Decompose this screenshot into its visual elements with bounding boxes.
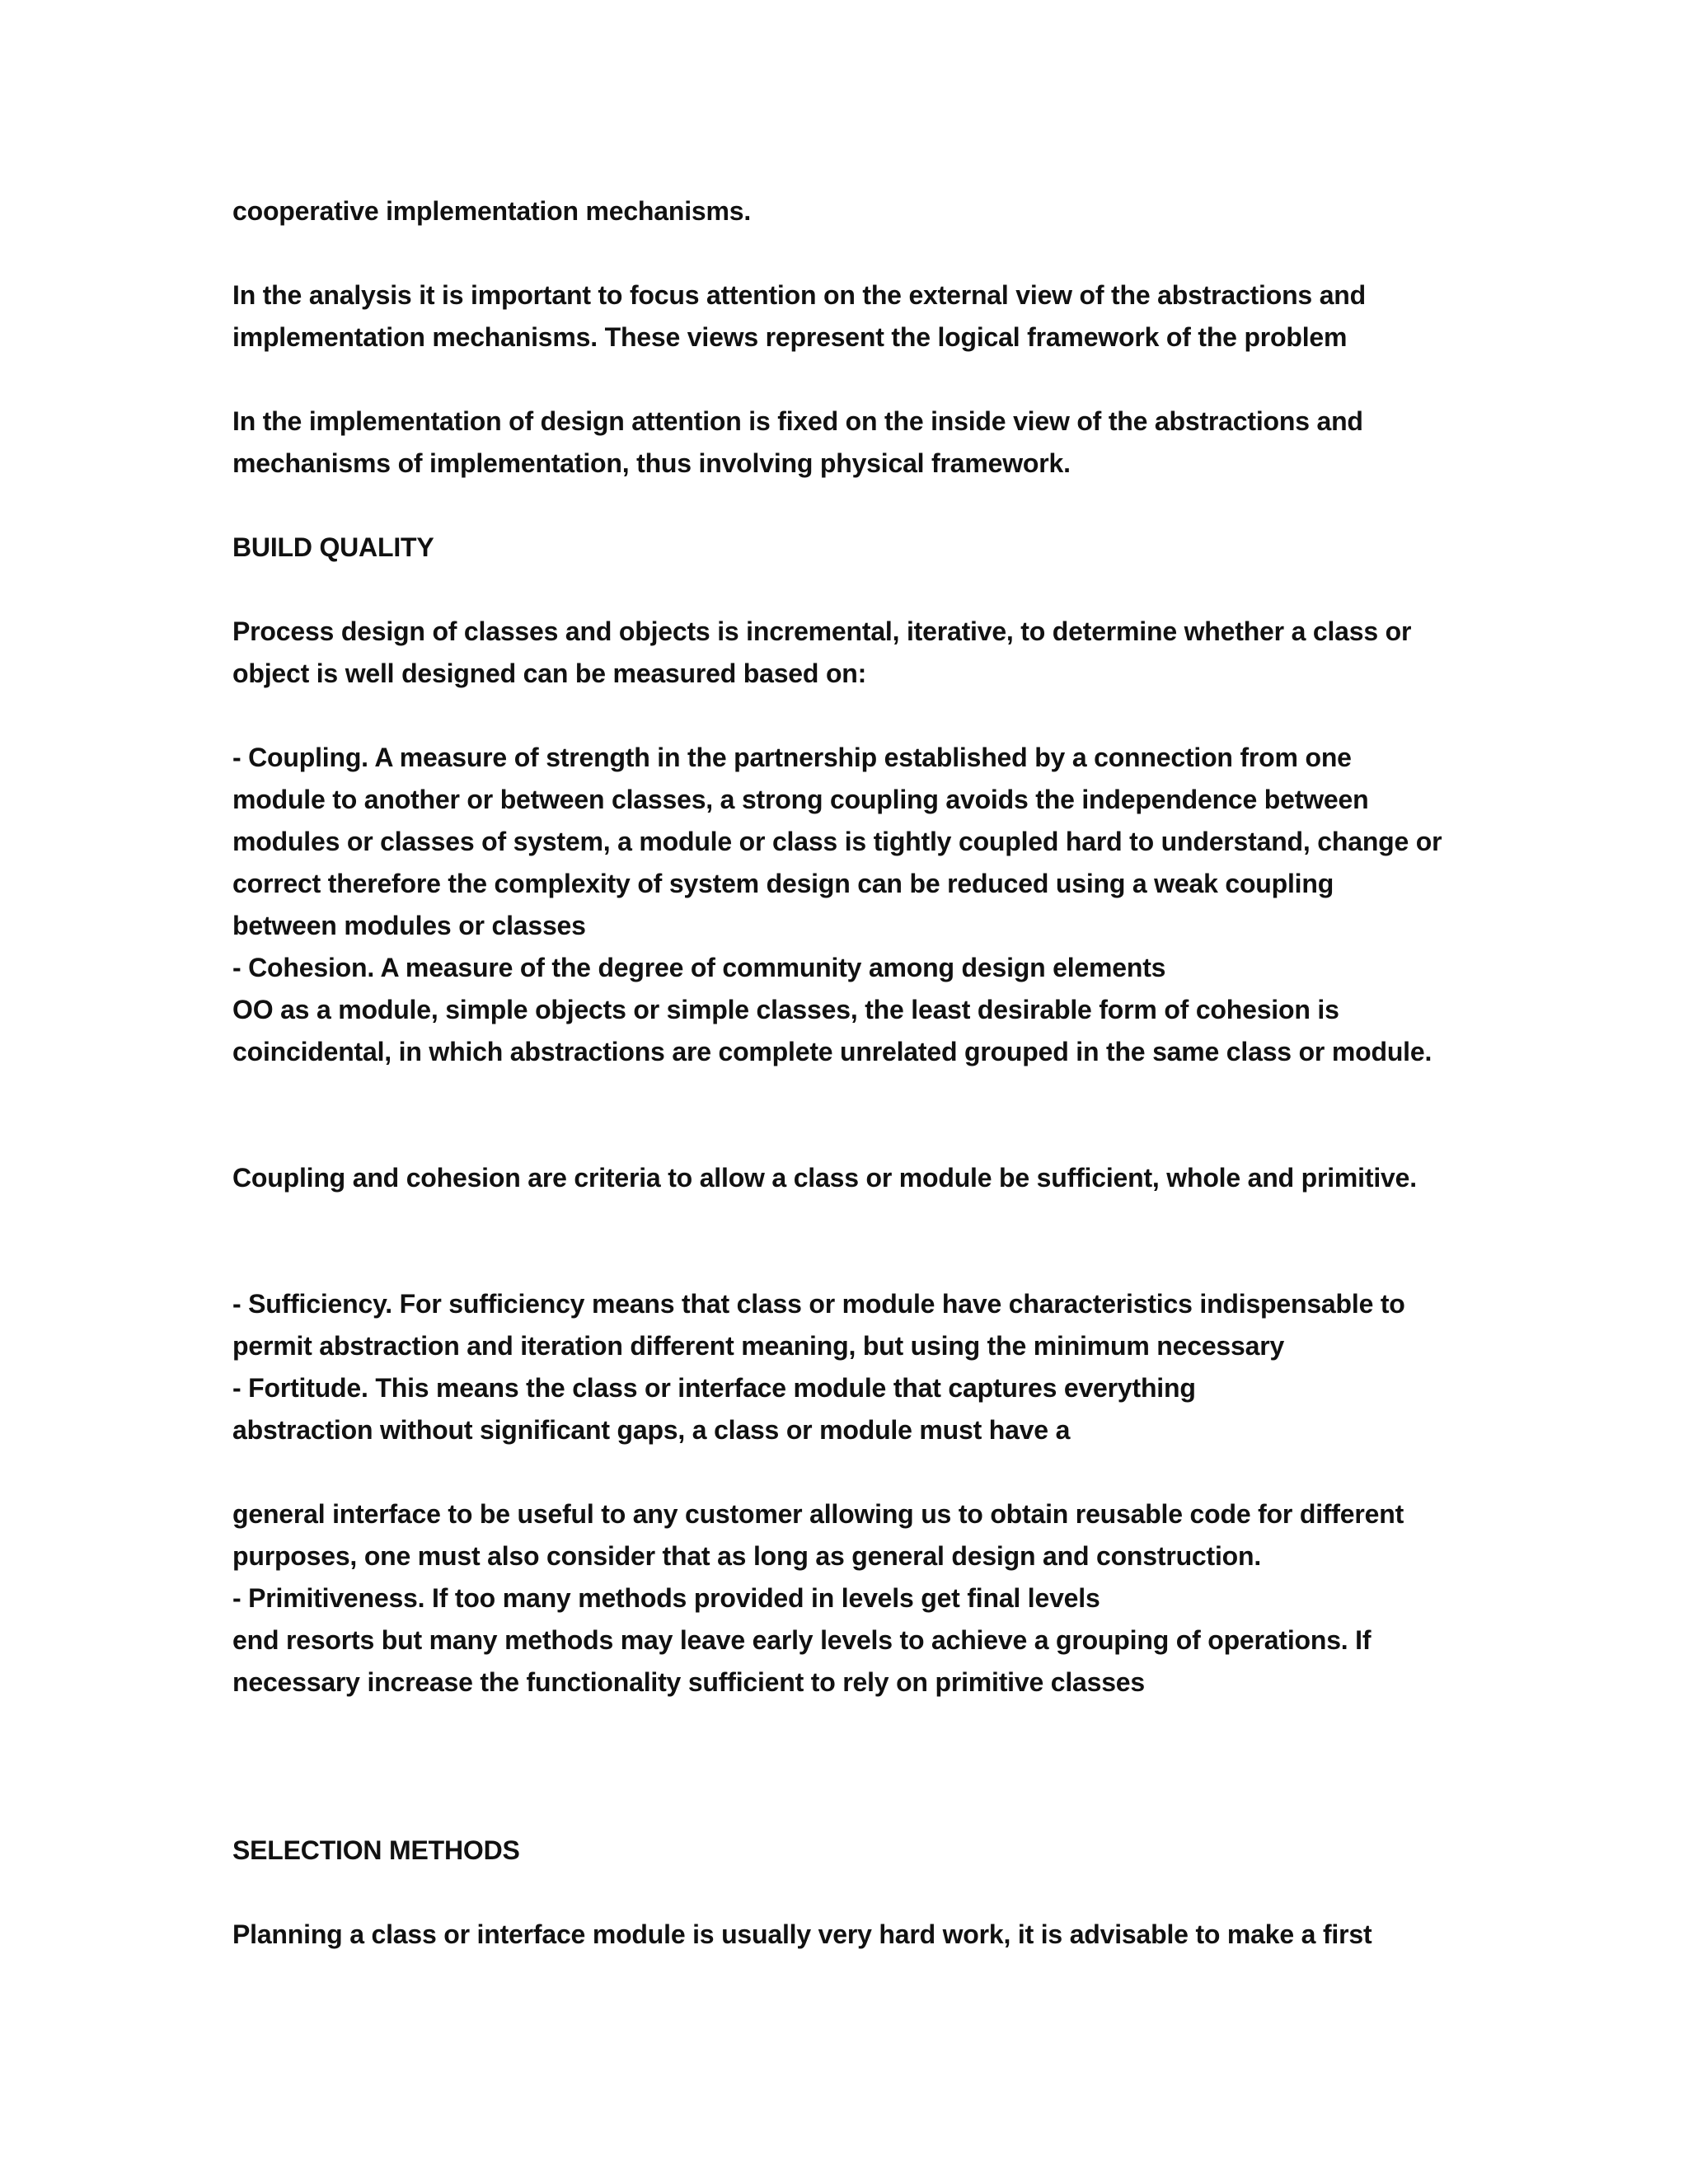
text-line: coincidental, in which abstractions are complete unrelated grouped in the same class or module.: [232, 1037, 1432, 1066]
text-line: permit abstraction and iteration different meaning, but using the minimum necessary: [232, 1331, 1285, 1361]
text-line: - Cohesion. A measure of the degree of community among design elements: [232, 953, 1166, 982]
section-heading: BUILD QUALITY: [232, 532, 434, 562]
text-line: OO as a module, simple objects or simple classes, the least desirable form of cohesion is: [232, 995, 1339, 1024]
text-line: In the analysis it is important to focus attention on the external view of the abstractions and: [232, 280, 1367, 310]
text-line: general interface to be useful to any customer allowing us to obtain reusable code for different: [232, 1499, 1404, 1529]
text-line: purposes, one must also consider that as long as general design and construction.: [232, 1541, 1262, 1571]
text-line: - Primitiveness. If too many methods provided in levels get final levels: [232, 1583, 1100, 1613]
text-line: cooperative implementation mechanisms.: [232, 196, 752, 226]
text-line: In the implementation of design attention is fixed on the inside view of the abstractions and: [232, 406, 1363, 436]
text-line: modules or classes of system, a module or class is tightly coupled hard to understand, change or: [232, 827, 1442, 856]
text-line: object is well designed can be measured based on:: [232, 658, 867, 688]
text-line: - Sufficiency. For sufficiency means that class or module have characteristics indispensable to: [232, 1289, 1405, 1319]
text-line: correct therefore the complexity of system design can be reduced using a weak coupling: [232, 869, 1334, 898]
text-line: end resorts but many methods may leave early levels to achieve a grouping of operations. If: [232, 1625, 1372, 1655]
text-line: implementation mechanisms. These views represent the logical framework of the problem: [232, 322, 1348, 352]
text-line: between modules or classes: [232, 911, 586, 940]
text-line: necessary increase the functionality sufficient to rely on primitive classes: [232, 1667, 1146, 1697]
text-line: Planning a class or interface module is usually very hard work, it is advisable to make a first: [232, 1919, 1372, 1949]
text-line: - Fortitude. This means the class or interface module that captures everything: [232, 1373, 1196, 1403]
text-line: abstraction without significant gaps, a class or module must have a: [232, 1415, 1071, 1445]
text-line: Process design of classes and objects is incremental, iterative, to determine whether a class or: [232, 616, 1412, 646]
section-heading: SELECTION METHODS: [232, 1835, 520, 1865]
text-line: mechanisms of implementation, thus involving physical framework.: [232, 448, 1071, 478]
text-line: module to another or between classes, a strong coupling avoids the independence between: [232, 785, 1369, 814]
text-line: Coupling and cohesion are criteria to allow a class or module be sufficient, whole and primitive.: [232, 1163, 1417, 1193]
text-line: - Coupling. A measure of strength in the partnership established by a connection from one: [232, 743, 1352, 772]
